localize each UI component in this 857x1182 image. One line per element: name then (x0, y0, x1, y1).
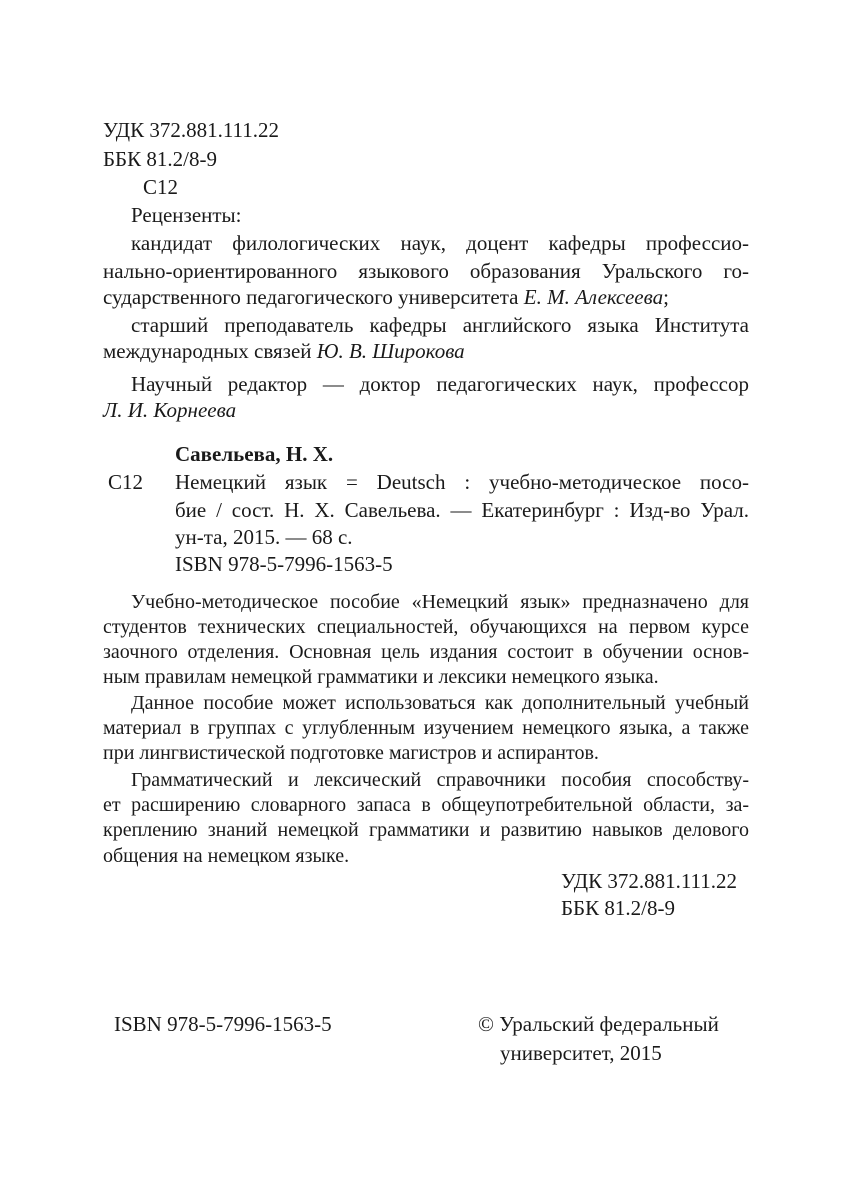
copyright-line-1: © Уральский федеральный (478, 1012, 719, 1036)
annotation-p1-line-3: заочного отделения. Основная цель издания состоит в обучении основ- (103, 641, 749, 663)
biblio-author: Савельева, Н. Х. (175, 442, 334, 466)
annotation-p3-line-3: креплению знаний немецкой грамматики и развитию навыков делового (103, 819, 749, 841)
reviewer-1-line-2: нально-ориентированного языкового образования Уральского го- (103, 259, 749, 283)
biblio-cutter: С12 (108, 470, 144, 494)
annotation-p2-line-3: при лингвистической подготовке магистров и аспирантов. (103, 742, 599, 764)
reviewer-1-punct: ; (663, 285, 669, 309)
reviewer-1-affiliation: сударственного педагогического университета (103, 285, 524, 309)
footer-udk-code: УДК 372.881.111.22 (561, 869, 738, 893)
udk-code: УДК 372.881.111.22 (103, 118, 280, 142)
bottom-isbn: ISBN 978-5-7996-1563-5 (114, 1012, 332, 1036)
annotation-p3-line-4: общения на немецком языке. (103, 845, 350, 867)
cutter-code: С12 (143, 175, 179, 199)
reviewer-1-name: Е. М. Алексеева (523, 285, 664, 309)
editor-name: Л. И. Корнеева (103, 398, 237, 422)
biblio-isbn: ISBN 978-5-7996-1563-5 (175, 552, 393, 576)
biblio-line-1: Немецкий язык = Deutsch : учебно-методическое посо- (175, 470, 749, 494)
editor-line: Научный редактор — доктор педагогических наук, профессор (131, 372, 749, 396)
footer-bbk-code: ББК 81.2/8-9 (561, 896, 675, 920)
biblio-line-3: ун-та, 2015. — 68 с. (175, 525, 353, 549)
reviewers-heading: Рецензенты: (131, 203, 242, 227)
reviewer-2-name: Ю. В. Широкова (316, 339, 465, 363)
annotation-p1-line-2: студентов технических специальностей, обучающихся на первом курсе (103, 616, 749, 638)
reviewer-1-line-3 (103, 284, 669, 310)
reviewer-2-line-1: старший преподаватель кафедры английского языка Института (131, 313, 749, 337)
annotation-p3-line-1: Грамматический и лексический справочники пособия способству- (131, 769, 749, 791)
annotation-p3-line-2: ет расширению словарного запаса в общеупотребительной области, за- (103, 794, 749, 816)
annotation-p1-line-1: Учебно-методическое пособие «Немецкий язык» предназначено для (131, 591, 749, 613)
annotation-p2-line-1: Данное пособие может использоваться как дополнительный учебный (131, 692, 749, 714)
annotation-p1-line-4: ным правилам немецкой грамматики и лексики немецкого языка. (103, 666, 659, 688)
reviewer-1-line-1: кандидат филологических наук, доцент кафедры профессио- (131, 231, 749, 255)
annotation-p2-line-2: материал в группах с углубленным изучением немецкого языка, а также (103, 717, 749, 739)
reviewer-2-line-2 (103, 338, 465, 364)
reviewer-2-affiliation: международных связей (103, 339, 317, 363)
bbk-code: ББК 81.2/8-9 (103, 147, 217, 171)
copyright-line-2: университет, 2015 (500, 1041, 662, 1065)
biblio-line-2: бие / сост. Н. Х. Савельева. — Екатеринбург : Изд-во Урал. (175, 498, 749, 522)
